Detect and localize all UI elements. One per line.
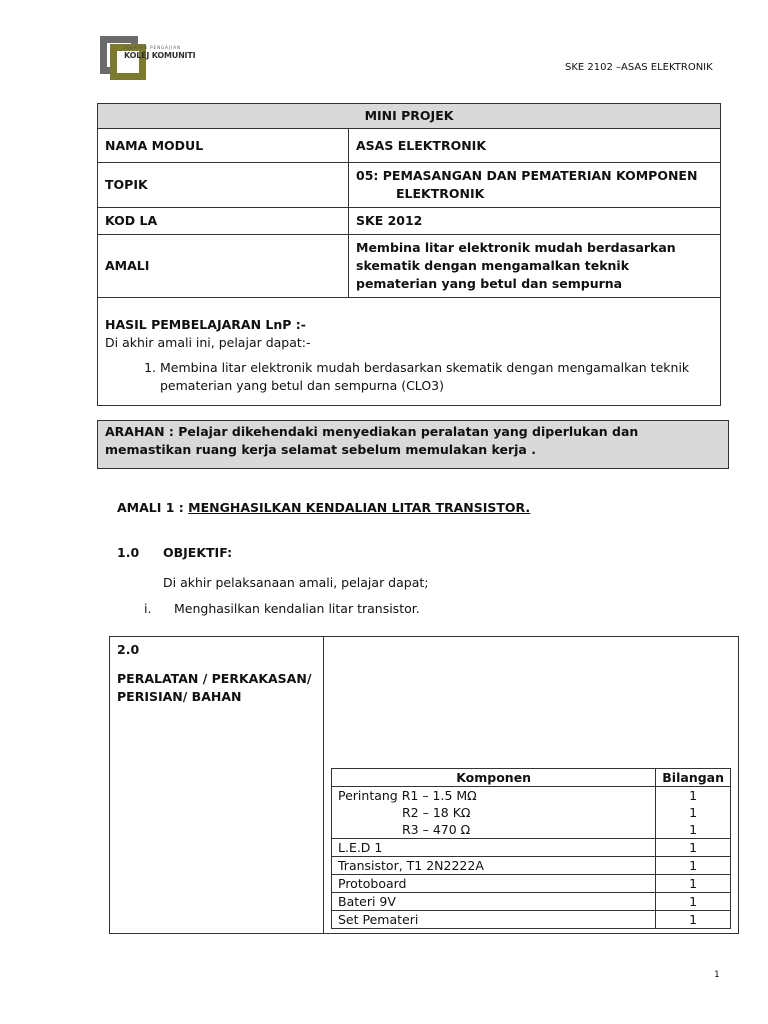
peralatan-number: 2.0: [117, 642, 140, 657]
komponen-name: Set Pemateri: [332, 911, 656, 929]
table-row: [332, 839, 731, 857]
komponen-name: Bateri 9V: [332, 893, 656, 911]
peralatan-title: PERALATAN / PERKAKASAN/ PERISIAN/ BAHAN: [117, 671, 312, 704]
value-topik: [349, 163, 721, 208]
table-row: [332, 857, 731, 875]
amali-heading: [117, 500, 530, 515]
objektif-item-marker: i.: [144, 601, 152, 616]
objektif-title: OBJEKTIF:: [163, 545, 233, 560]
table-row: [332, 787, 731, 805]
hasil-intro: Di akhir amali ini, pelajar dapat:-: [105, 335, 311, 350]
label-kod-la: KOD LA: [98, 208, 349, 235]
label-topik: TOPIK: [98, 163, 349, 208]
amali-prefix: AMALI 1 :: [117, 500, 189, 515]
logo-subtext: JABATAN PENGAJIAN: [124, 45, 182, 50]
komponen-name: R3 – 470 Ω: [332, 821, 656, 839]
table-row: [332, 911, 731, 929]
komponen-name: Protoboard: [332, 875, 656, 893]
info-table: [97, 103, 721, 406]
arahan-box: ARAHAN : Pelajar dikehendaki menyediakan peralatan yang diperlukan dan memastikan ruang kerja selamat sebelum memulakan kerja .: [97, 420, 729, 469]
value-amali: Membina litar elektronik mudah berdasarkan skematik dengan mengamalkan teknik pematerian yang betul dan sempurna: [349, 235, 721, 298]
page-number: 1: [714, 970, 720, 980]
komponen-qty: 1: [656, 911, 731, 929]
value-topik-line1: 05: PEMASANGAN DAN PEMATERIAN KOMPONEN: [356, 168, 698, 183]
komponen-qty: 1: [656, 857, 731, 875]
komponen-qty: 1: [656, 804, 731, 821]
logo-text: KOLEJ KOMUNITI: [124, 51, 196, 60]
komponen-name: L.E.D 1: [332, 839, 656, 857]
label-nama-modul: NAMA MODUL: [98, 129, 349, 163]
amali-title: MENGHASILKAN KENDALIAN LITAR TRANSISTOR.: [188, 500, 531, 515]
komponen-header: Komponen: [332, 769, 656, 787]
komponen-qty: 1: [656, 893, 731, 911]
table-row: [332, 893, 731, 911]
value-kod-la: SKE 2012: [349, 208, 721, 235]
bilangan-header: Bilangan: [656, 769, 731, 787]
komponen-table: [331, 768, 731, 929]
peralatan-label-cell: [110, 637, 324, 933]
info-table-title: MINI PROJEK: [98, 104, 721, 129]
komponen-qty: 1: [656, 875, 731, 893]
table-row: [332, 875, 731, 893]
komponen-name: R2 – 18 KΩ: [332, 804, 656, 821]
label-amali: AMALI: [98, 235, 349, 298]
komponen-qty: 1: [656, 821, 731, 839]
komponen-qty: 1: [656, 839, 731, 857]
value-nama-modul: ASAS ELEKTRONIK: [349, 129, 721, 163]
komponen-name: Perintang R1 – 1.5 MΩ: [332, 787, 656, 805]
table-row: [332, 821, 731, 839]
course-code: SKE 2102 –ASAS ELEKTRONIK: [565, 62, 713, 73]
hasil-item: 1. Membina litar elektronik mudah berdasarkan skematik dengan mengamalkan teknik pematerian yang betul dan sempurna (CLO3): [160, 359, 713, 395]
table-row: [332, 804, 731, 821]
komponen-qty: 1: [656, 787, 731, 805]
hasil-title: HASIL PEMBELAJARAN LnP :-: [105, 317, 306, 332]
objektif-item: Menghasilkan kendalian litar transistor.: [174, 601, 420, 616]
objektif-number: 1.0: [117, 545, 140, 560]
komponen-name: Transistor, T1 2N2222A: [332, 857, 656, 875]
hasil-pembelajaran: [98, 298, 721, 406]
value-topik-line2: ELEKTRONIK: [396, 186, 485, 201]
college-logo: [100, 36, 210, 84]
objektif-intro: Di akhir pelaksanaan amali, pelajar dapat;: [163, 575, 429, 590]
